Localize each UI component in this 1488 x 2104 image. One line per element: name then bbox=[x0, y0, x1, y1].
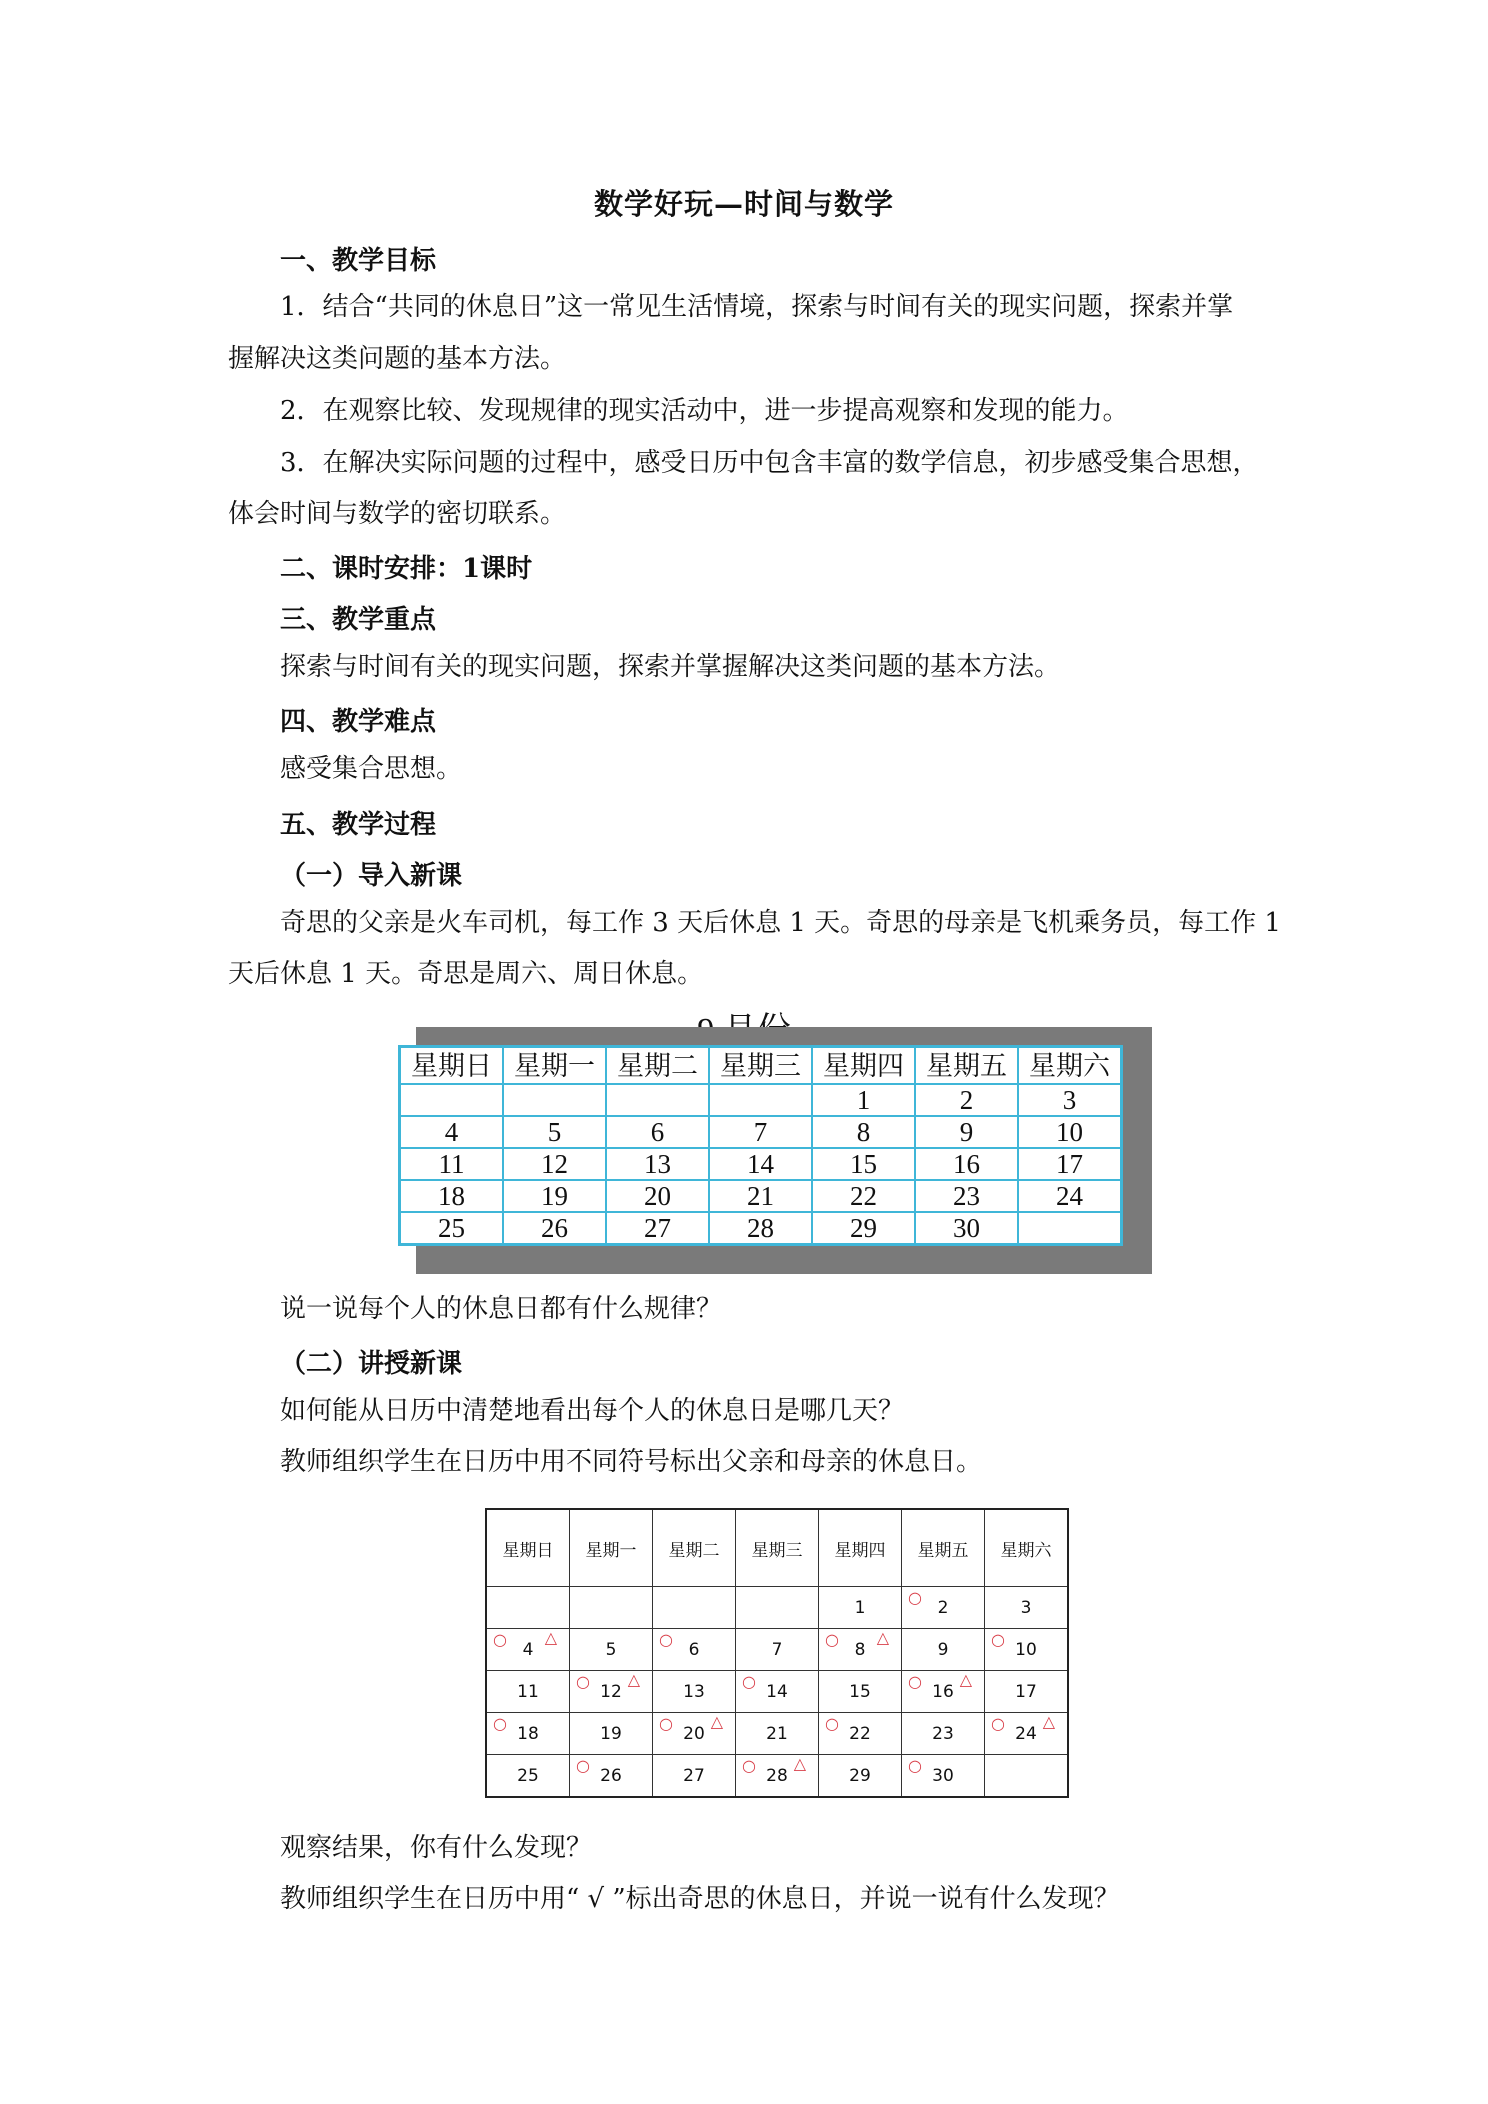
calendar-1-day-cell: 21 bbox=[709, 1180, 812, 1212]
calendar-2-day-cell bbox=[570, 1713, 653, 1755]
calendar-1-row bbox=[400, 1180, 1122, 1212]
calendar-2-day-number: 21 bbox=[766, 1723, 788, 1744]
calendar-2-day-cell bbox=[819, 1755, 902, 1798]
mother-rest-circle-mark: ○ bbox=[908, 1756, 922, 1775]
calendar-2-day-cell bbox=[902, 1713, 985, 1755]
calendar-1-day-cell: 15 bbox=[812, 1148, 915, 1180]
calendar-2-day-number: 15 bbox=[849, 1681, 871, 1702]
mother-rest-circle-mark: ○ bbox=[742, 1756, 756, 1775]
calendar-1-day-cell: 30 bbox=[915, 1212, 1018, 1245]
calendar-1-header-row bbox=[400, 1047, 1122, 1085]
calendar-2-day-cell bbox=[653, 1587, 736, 1629]
calendar-2-day-cell bbox=[570, 1671, 653, 1713]
calendar-2-header-cell: 星期三 bbox=[736, 1509, 819, 1587]
calendar-2-day-number: 1 bbox=[854, 1597, 866, 1618]
calendar-1-day-cell: 29 bbox=[812, 1212, 915, 1245]
question-3: 教师组织学生在日历中用不同符号标出父亲和母亲的休息日。 bbox=[280, 1447, 983, 1477]
heading-schedule: 二、课时安排：1课时 bbox=[280, 554, 533, 584]
heading-goals: 一、教学目标 bbox=[280, 246, 437, 276]
calendar-1-day-cell: 6 bbox=[606, 1116, 709, 1148]
calendar-2-day-number: 30 bbox=[932, 1765, 954, 1786]
calendar-2-row bbox=[486, 1755, 1068, 1798]
father-rest-triangle-mark: △ bbox=[544, 1628, 557, 1647]
father-rest-triangle-mark: △ bbox=[876, 1628, 889, 1647]
mother-rest-circle-mark: ○ bbox=[825, 1630, 839, 1649]
calendar-1-day-cell: 17 bbox=[1018, 1148, 1122, 1180]
calendar-2-day-number: 17 bbox=[1015, 1681, 1037, 1702]
calendar-2-day-number: 23 bbox=[932, 1723, 954, 1744]
calendar-2-day-number: 7 bbox=[771, 1639, 783, 1660]
calendar-2-day-cell bbox=[570, 1629, 653, 1671]
intro-line-1: 奇思的父亲是火车司机，每工作 3 天后休息 1 天。奇思的母亲是飞机乘务员，每工作 1 bbox=[280, 908, 1281, 938]
calendar-2-day-cell bbox=[902, 1755, 985, 1798]
calendar-1-day-cell bbox=[606, 1084, 709, 1116]
calendar-2-day-cell bbox=[653, 1755, 736, 1798]
calendar-2-day-cell bbox=[570, 1755, 653, 1798]
difficulty-text: 感受集合思想。 bbox=[280, 754, 463, 784]
calendar-1-header-cell: 星期六 bbox=[1018, 1047, 1122, 1085]
mother-rest-circle-mark: ○ bbox=[493, 1714, 507, 1733]
calendar-2-day-cell bbox=[819, 1713, 902, 1755]
calendar-1-day-cell bbox=[503, 1084, 606, 1116]
calendar-2-header-cell: 星期一 bbox=[570, 1509, 653, 1587]
father-rest-triangle-mark: △ bbox=[710, 1712, 723, 1731]
calendar-2-table bbox=[485, 1508, 1069, 1798]
calendar-2-day-number: 13 bbox=[683, 1681, 705, 1702]
page-title: 数学好玩—时间与数学 bbox=[593, 187, 894, 221]
mother-rest-circle-mark: ○ bbox=[908, 1588, 922, 1607]
calendar-2-day-cell bbox=[486, 1713, 570, 1755]
goal-2: 2．在观察比较、发现规律的现实活动中，进一步提高观察和发现的能力。 bbox=[280, 396, 1129, 426]
calendar-2-day-cell bbox=[736, 1671, 819, 1713]
heading-process: 五、教学过程 bbox=[280, 810, 437, 840]
calendar-2-day-number: 16 bbox=[932, 1681, 954, 1702]
calendar-2-header-cell: 星期四 bbox=[819, 1509, 902, 1587]
mother-rest-circle-mark: ○ bbox=[908, 1672, 922, 1691]
calendar-2-day-number: 19 bbox=[600, 1723, 622, 1744]
calendar-1-header-cell: 星期四 bbox=[812, 1047, 915, 1085]
calendar-2-row bbox=[486, 1671, 1068, 1713]
calendar-2-day-number: 12 bbox=[600, 1681, 622, 1702]
calendar-2-day-number: 29 bbox=[849, 1765, 871, 1786]
calendar-2-header-cell: 星期六 bbox=[985, 1509, 1069, 1587]
calendar-2-header-cell: 星期五 bbox=[902, 1509, 985, 1587]
calendar-1-day-cell: 20 bbox=[606, 1180, 709, 1212]
calendar-2-day-cell bbox=[736, 1755, 819, 1798]
father-rest-triangle-mark: △ bbox=[793, 1754, 806, 1773]
calendar-1-day-cell: 4 bbox=[400, 1116, 504, 1148]
mother-rest-circle-mark: ○ bbox=[991, 1630, 1005, 1649]
question-2: 如何能从日历中清楚地看出每个人的休息日是哪几天？ bbox=[280, 1396, 905, 1426]
calendar-2-day-cell bbox=[486, 1755, 570, 1798]
calendar-2-day-number: 6 bbox=[688, 1639, 700, 1660]
calendar-1-row bbox=[400, 1116, 1122, 1148]
calendar-2-day-number: 2 bbox=[937, 1597, 949, 1618]
calendar-2-day-number: 26 bbox=[600, 1765, 622, 1786]
calendar-2-day-number: 14 bbox=[766, 1681, 788, 1702]
calendar-2-day-number: 18 bbox=[517, 1723, 539, 1744]
mother-rest-circle-mark: ○ bbox=[493, 1630, 507, 1649]
calendar-1-day-cell: 14 bbox=[709, 1148, 812, 1180]
calendar-2-day-cell bbox=[570, 1587, 653, 1629]
calendar-1-header-cell: 星期五 bbox=[915, 1047, 1018, 1085]
calendar-1-day-cell: 2 bbox=[915, 1084, 1018, 1116]
calendar-2-day-number: 5 bbox=[605, 1639, 617, 1660]
calendar-2-day-number: 8 bbox=[854, 1639, 866, 1660]
calendar-2-day-number: 27 bbox=[683, 1765, 705, 1786]
calendar-2-day-cell bbox=[985, 1671, 1069, 1713]
key-points-text: 探索与时间有关的现实问题，探索并掌握解决这类问题的基本方法。 bbox=[280, 652, 1061, 682]
calendar-2-day-cell bbox=[985, 1755, 1069, 1798]
question-5: 教师组织学生在日历中用“ √ ”标出奇思的休息日，并说一说有什么发现？ bbox=[280, 1884, 1120, 1914]
mother-rest-circle-mark: ○ bbox=[659, 1714, 673, 1733]
father-rest-triangle-mark: △ bbox=[627, 1670, 640, 1689]
calendar-2-day-cell bbox=[736, 1713, 819, 1755]
calendar-1-row bbox=[400, 1084, 1122, 1116]
calendar-2-day-number: 20 bbox=[683, 1723, 705, 1744]
mother-rest-circle-mark: ○ bbox=[576, 1756, 590, 1775]
calendar-1-header-cell: 星期日 bbox=[400, 1047, 504, 1085]
calendar-1-table bbox=[398, 1045, 1123, 1246]
question-1: 说一说每个人的休息日都有什么规律？ bbox=[280, 1294, 723, 1324]
calendar-2-day-cell bbox=[985, 1629, 1069, 1671]
calendar-1-header-cell: 星期二 bbox=[606, 1047, 709, 1085]
calendar-1-day-cell: 12 bbox=[503, 1148, 606, 1180]
calendar-1-day-cell: 24 bbox=[1018, 1180, 1122, 1212]
calendar-1-day-cell: 23 bbox=[915, 1180, 1018, 1212]
father-rest-triangle-mark: △ bbox=[1042, 1712, 1055, 1731]
calendar-2-header-row bbox=[486, 1509, 1068, 1587]
calendar-2-day-cell bbox=[819, 1587, 902, 1629]
calendar-1-day-cell: 1 bbox=[812, 1084, 915, 1116]
question-4: 观察结果，你有什么发现？ bbox=[280, 1833, 593, 1863]
calendar-2-day-number: 10 bbox=[1015, 1639, 1037, 1660]
calendar-2-day-cell bbox=[653, 1713, 736, 1755]
calendar-2-day-cell bbox=[653, 1671, 736, 1713]
calendar-1-day-cell: 28 bbox=[709, 1212, 812, 1245]
calendar-1-row bbox=[400, 1148, 1122, 1180]
mother-rest-circle-mark: ○ bbox=[659, 1630, 673, 1649]
calendar-2-day-cell bbox=[486, 1629, 570, 1671]
intro-line-2: 天后休息 1 天。奇思是周六、周日休息。 bbox=[228, 959, 704, 989]
calendar-2-day-cell bbox=[653, 1629, 736, 1671]
calendar-2-day-number: 9 bbox=[937, 1639, 949, 1660]
calendar-2-day-cell bbox=[819, 1629, 902, 1671]
calendar-1-day-cell bbox=[400, 1084, 504, 1116]
calendar-2-day-cell bbox=[985, 1587, 1069, 1629]
calendar-2-day-number: 25 bbox=[517, 1765, 539, 1786]
calendar-1-day-cell: 19 bbox=[503, 1180, 606, 1212]
heading-key-points: 三、教学重点 bbox=[280, 605, 437, 635]
mother-rest-circle-mark: ○ bbox=[825, 1714, 839, 1733]
calendar-1-day-cell bbox=[1018, 1212, 1122, 1245]
calendar-2-day-number: 11 bbox=[517, 1681, 539, 1702]
calendar-2-day-cell bbox=[486, 1671, 570, 1713]
calendar-1-day-cell: 9 bbox=[915, 1116, 1018, 1148]
calendar-2-header-cell: 星期二 bbox=[653, 1509, 736, 1587]
calendar-1-day-cell: 26 bbox=[503, 1212, 606, 1245]
calendar-1-day-cell bbox=[709, 1084, 812, 1116]
calendar-1-day-cell: 16 bbox=[915, 1148, 1018, 1180]
calendar-1-day-cell: 25 bbox=[400, 1212, 504, 1245]
calendar-2-day-number: 28 bbox=[766, 1765, 788, 1786]
calendar-1-day-cell: 11 bbox=[400, 1148, 504, 1180]
calendar-1-header-cell: 星期三 bbox=[709, 1047, 812, 1085]
goal-3-line-2: 体会时间与数学的密切联系。 bbox=[228, 499, 567, 529]
calendar-2-day-cell bbox=[819, 1671, 902, 1713]
mother-rest-circle-mark: ○ bbox=[576, 1672, 590, 1691]
calendar-2-day-number: 4 bbox=[522, 1639, 534, 1660]
calendar-1-day-cell: 18 bbox=[400, 1180, 504, 1212]
calendar-1-day-cell: 8 bbox=[812, 1116, 915, 1148]
calendar-2-day-number: 24 bbox=[1015, 1723, 1037, 1744]
calendar-2-row bbox=[486, 1713, 1068, 1755]
calendar-1-day-cell: 13 bbox=[606, 1148, 709, 1180]
heading-intro: （一）导入新课 bbox=[280, 861, 463, 891]
calendar-1-header-cell: 星期一 bbox=[503, 1047, 606, 1085]
calendar-2-day-cell bbox=[902, 1671, 985, 1713]
calendar-1-day-cell: 10 bbox=[1018, 1116, 1122, 1148]
calendar-2-day-cell bbox=[736, 1629, 819, 1671]
calendar-2-day-cell bbox=[902, 1587, 985, 1629]
father-rest-triangle-mark: △ bbox=[959, 1670, 972, 1689]
calendar-1-day-cell: 7 bbox=[709, 1116, 812, 1148]
goal-1-line-2: 握解决这类问题的基本方法。 bbox=[228, 344, 567, 374]
heading-difficulty: 四、教学难点 bbox=[280, 707, 437, 737]
mother-rest-circle-mark: ○ bbox=[742, 1672, 756, 1691]
calendar-1-day-cell: 27 bbox=[606, 1212, 709, 1245]
calendar-1-day-cell: 5 bbox=[503, 1116, 606, 1148]
calendar-1-day-cell: 22 bbox=[812, 1180, 915, 1212]
goal-1-line-1: 1．结合“共同的休息日”这一常见生活情境，探索与时间有关的现实问题，探索并掌 bbox=[280, 292, 1234, 322]
calendar-2-header-cell: 星期日 bbox=[486, 1509, 570, 1587]
calendar-2-day-cell bbox=[486, 1587, 570, 1629]
calendar-1-row bbox=[400, 1212, 1122, 1245]
calendar-2-day-number: 22 bbox=[849, 1723, 871, 1744]
calendar-2-day-number: 3 bbox=[1020, 1597, 1032, 1618]
calendar-2-day-cell bbox=[902, 1629, 985, 1671]
goal-3-line-1: 3．在解决实际问题的过程中，感受日历中包含丰富的数学信息，初步感受集合思想， bbox=[280, 448, 1259, 478]
calendar-1-day-cell: 3 bbox=[1018, 1084, 1122, 1116]
calendar-2-day-cell bbox=[736, 1587, 819, 1629]
calendar-2-row bbox=[486, 1587, 1068, 1629]
mother-rest-circle-mark: ○ bbox=[991, 1714, 1005, 1733]
calendar-2-day-cell bbox=[985, 1713, 1069, 1755]
heading-new-lesson: （二）讲授新课 bbox=[280, 1349, 463, 1379]
calendar-2-row bbox=[486, 1629, 1068, 1671]
